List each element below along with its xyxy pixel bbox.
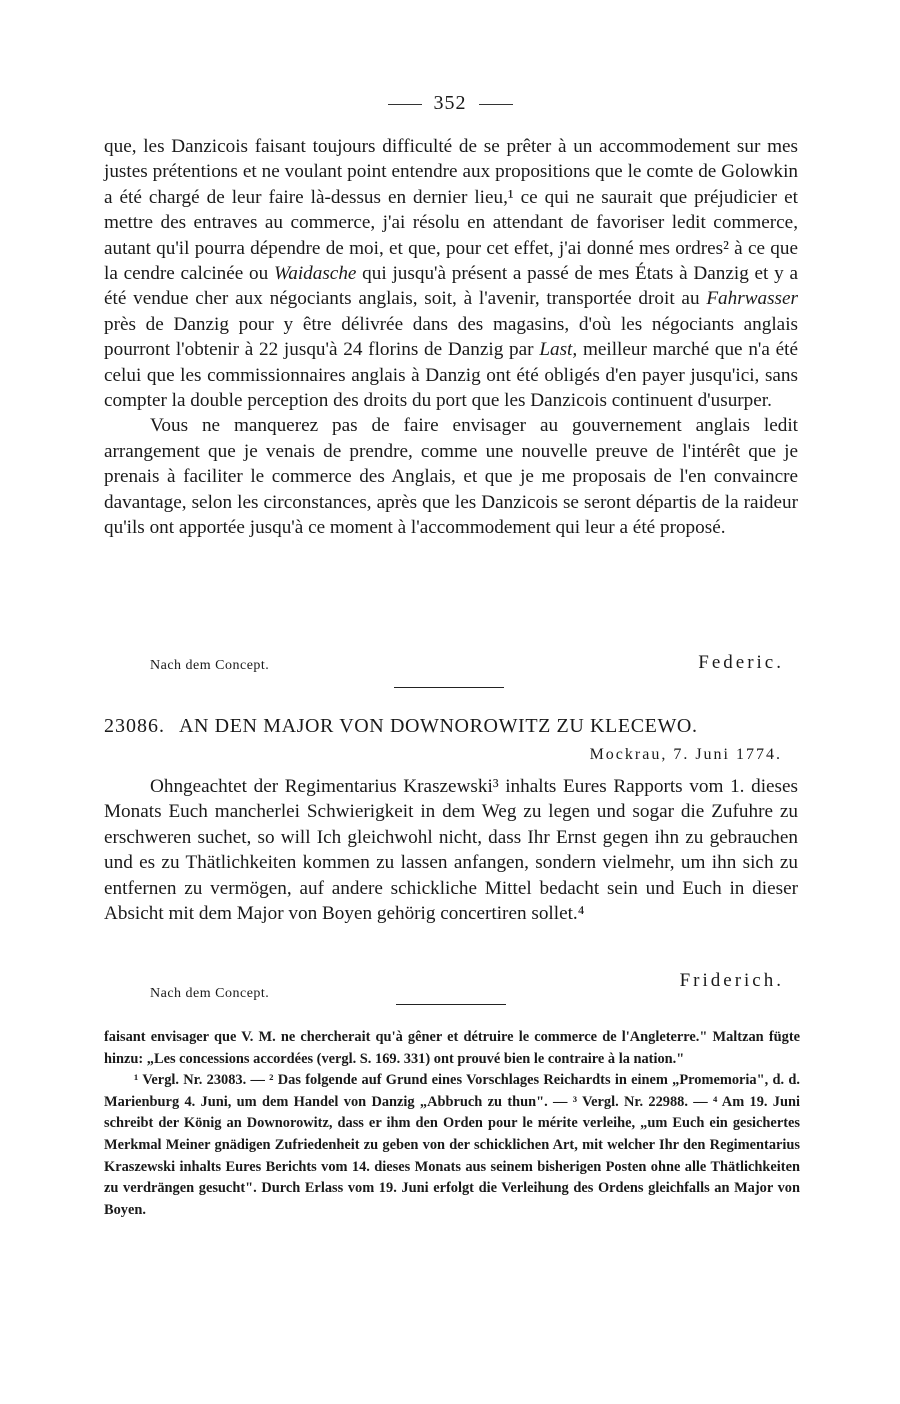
letter-one-source-note: Nach dem Concept. <box>150 658 270 673</box>
page-number-dash-left <box>388 104 422 105</box>
footnote-list: ¹ Vergl. Nr. 23083. — ² Das folgende auf Grund eines Vorschlages Reichardts in einem „Promemoria", d. d. Marienburg 4. Juni, um dem Handel von Danzig „Abbruch zu thun". — ³ Vergl. Nr. 22988. — ⁴ Am 19. Juni schreibt der König an Downorowitz, dass er ihm den Orden pour le mérite verleihe, „um Euch ein gesichertes Merkmal Meiner gnädigen Zufriedenheit zu geben von der schicklichen Art, mit welcher Ihr den Regimentarius Kraszewski inhalts Eures Berichts vom 14. dieses Monats aus seinem bisherigen Posten ohne alle Thätlichkeiten zu verdrängen gesucht". Durch Erlass vom 19. Juni erfolgt die Verleihung des Ordens gleichfalls an Major von Boyen. <box>104 1072 800 1218</box>
letter-two-source-note: Nach dem Concept. <box>150 986 270 1001</box>
footnotes <box>104 1027 800 1221</box>
letter-one-paragraph-1-end: meilleur marché que n'a été celui que les commissionnaires anglais à Danzig ont été obligés d'en payer jusqu'ici, sans compter la double perception des droits du port que les Danzicois continuent d'usurper. <box>104 339 798 412</box>
footnote-continuation: faisant envisager que V. M. ne chercherait qu'à gêner et détruire le commerce de l'Angleterre." Maltzan fügte hinzu: „Les concessions accordées (vergl. S. 169. 331) ont prouvé bien le contraire à la nation." <box>104 1029 800 1067</box>
letter-one-body <box>104 134 798 541</box>
letter-two-signature: Friderich. <box>679 970 784 991</box>
letter-one-paragraph-1-start: que, les Danzicois faisant toujours difficulté de se prêter à un accommodement sur mes justes prétentions et ne voulant point entendre aux propositions que le comte de Golowkin a été chargé de leur faire là-dessus en dernier lieu,¹ ce qui ne saurait que préjudicier et mettre des entraves au commerce, j'ai résolu en attendant de favoriser ledit commerce, autant qu'il pourra dépendre de moi, et que, pour cet effet, j'ai donné mes ordres² à ce que la cendre calcinée ou <box>104 136 798 285</box>
letter-two-number: 23086. <box>104 715 165 737</box>
letter-one-paragraph-1-mid-1: qui jusqu'à présent a passé de mes États à Danzig et y a été vendue cher aux négociants anglais, soit, à l'avenir, transportée droit au <box>104 263 798 310</box>
page-number <box>0 92 900 115</box>
letter-two-paragraph: Ohngeachtet der Regimentarius Kraszewski³ inhalts Eures Rapports vom 1. dieses Monats Euch mancherlei Schwierigkeit in dem Weg zu legen und sogar die Zufuhre zu erschweren suchet, so will Ich gleichwohl nicht, dass Ihr Ernst gegen ihn zu gebrauchen und es zu Thätlichkeiten kommen zu lassen anfangen, sondern vielmehr, um ihn sich zu entfernen zu vermögen, auf andere schickliche Mittel bedacht sein und Euch in dieser Absicht mit dem Major von Boyen gehörig concertiren sollet.⁴ <box>104 776 798 925</box>
letter-one-paragraph-1-mid-2: près de Danzig pour y être délivrée dans des magasins, d'où les négociants anglais pourront l'obtenir à 22 jusqu'à 24 florins de Danzig par <box>104 313 798 361</box>
letter-two-closing <box>104 970 798 1001</box>
letter-one-closing <box>104 652 798 678</box>
term-fahrwasser: Fahrwasser <box>706 288 798 310</box>
page-number-value: 352 <box>433 92 467 114</box>
letter-one-signature: Federic. <box>698 652 784 673</box>
footnote-divider <box>396 1004 506 1005</box>
letter-two-body <box>104 774 798 926</box>
letter-two-heading <box>104 715 798 738</box>
term-waidasche: Waidasche <box>274 263 357 285</box>
letter-two-title: AN DEN MAJOR VON DOWNOROWITZ ZU KLECEWO. <box>179 715 698 737</box>
page-number-dash-right <box>479 104 513 105</box>
letter-one-paragraph-1 <box>104 134 798 413</box>
term-last: Last, <box>539 339 578 361</box>
letter-one-paragraph-2: Vous ne manquerez pas de faire envisager au gouvernement anglais ledit arrangement que je venais de prendre, comme une nouvelle preuve de l'intérêt que je prenais à faciliter le commerce des Anglais, et que je me proposais de l'en convaincre davantage, selon les circonstances, après que les Danzicois se seront départis de la raideur qu'ils ont apportée jusqu'à ce moment à l'accommodement qui leur a été proposé. <box>104 415 798 539</box>
letter-two-place-date: Mockrau, 7. Juni 1774. <box>589 746 782 763</box>
section-divider <box>394 687 504 688</box>
